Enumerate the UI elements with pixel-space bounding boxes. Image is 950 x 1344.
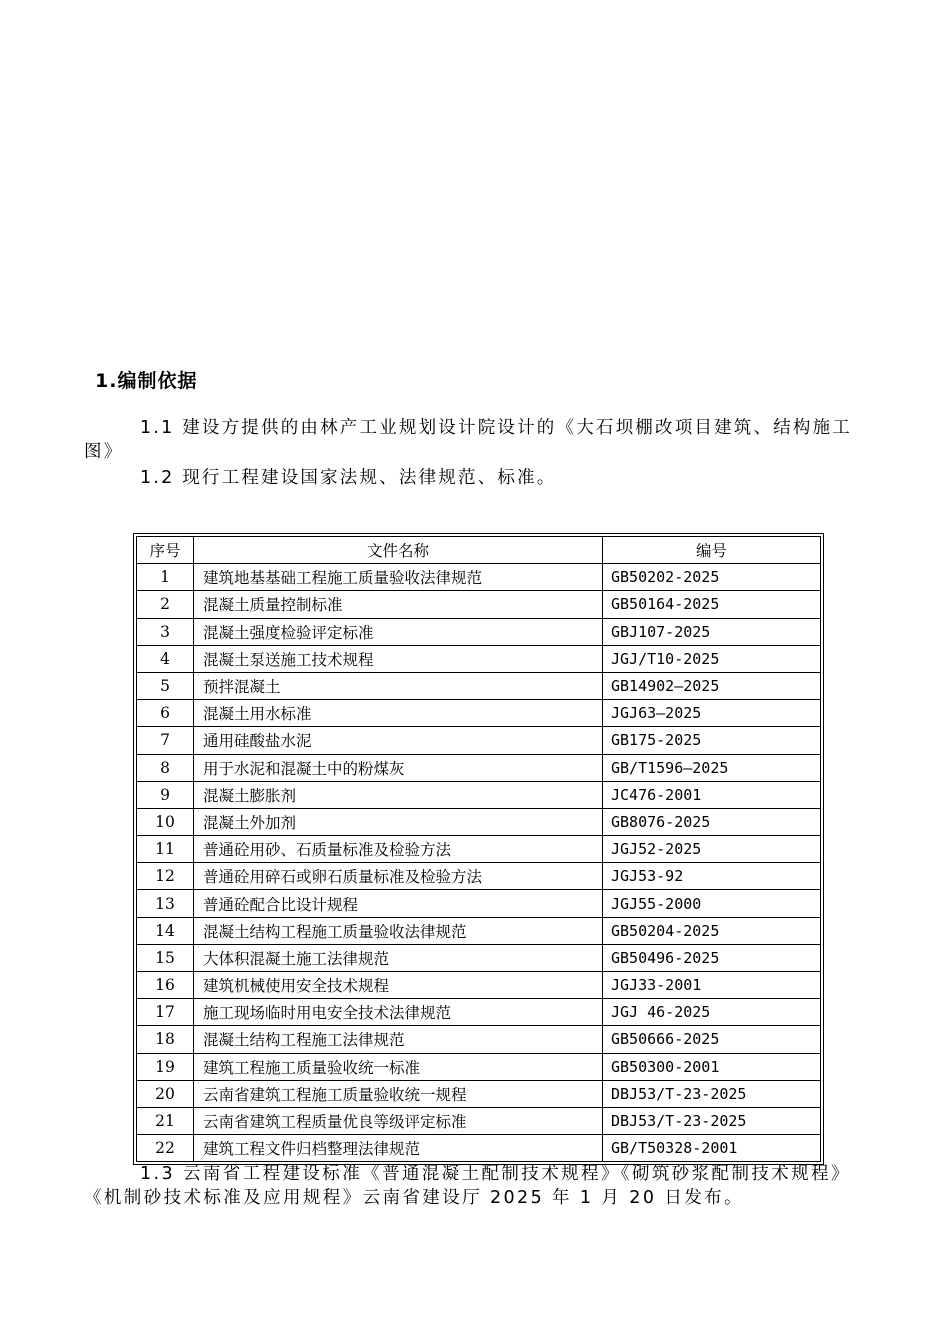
row-index: 15 <box>137 944 194 971</box>
row-code: GB50496-2025 <box>603 944 821 971</box>
table-row <box>137 672 821 699</box>
row-code: JGJ/T10-2025 <box>603 645 821 672</box>
table-row <box>137 700 821 727</box>
table-row <box>137 1107 821 1134</box>
table-row <box>137 836 821 863</box>
row-document-name: 建筑机械使用安全技术规程 <box>194 972 603 999</box>
row-index: 21 <box>137 1107 194 1134</box>
paragraph-1-3 <box>84 1162 874 1210</box>
row-code: JGJ52-2025 <box>603 836 821 863</box>
row-index: 16 <box>137 972 194 999</box>
table-row <box>137 754 821 781</box>
row-document-name: 混凝土结构工程施工法律规范 <box>194 1026 603 1053</box>
row-document-name: 建筑工程施工质量验收统一标准 <box>194 1053 603 1080</box>
row-code: JC476-2001 <box>603 781 821 808</box>
table-row <box>137 808 821 835</box>
row-document-name: 云南省建筑工程施工质量验收统一规程 <box>194 1080 603 1107</box>
row-code: GB/T50328-2001 <box>603 1135 821 1162</box>
table-row <box>137 972 821 999</box>
row-index: 6 <box>137 700 194 727</box>
standards-table-frame <box>133 533 824 1165</box>
standards-table <box>136 536 821 1162</box>
row-code: GB50666-2025 <box>603 1026 821 1053</box>
row-document-name: 建筑工程文件归档整理法律规范 <box>194 1135 603 1162</box>
row-document-name: 混凝土膨胀剂 <box>194 781 603 808</box>
row-code: JGJ55-2000 <box>603 890 821 917</box>
paragraph-1-1-text: 1.1 建设方提供的由林产工业规划设计院设计的《大石坝棚改项目建筑、结构施工图》 <box>84 418 852 462</box>
row-document-name: 施工现场临时用电安全技术法律规范 <box>194 999 603 1026</box>
row-index: 5 <box>137 672 194 699</box>
paragraph-1-3-text: 1.3 云南省工程建设标准《普通混凝土配制技术规程》《砌筑砂浆配制技术规程》《机制砂技术标准及应用规程》云南省建设厅 2025 年 1 月 20 日发布。 <box>84 1164 851 1208</box>
table-row <box>137 1026 821 1053</box>
row-code: DBJ53/T-23-2025 <box>603 1107 821 1134</box>
row-document-name: 混凝土用水标准 <box>194 700 603 727</box>
row-document-name: 大体积混凝土施工法律规范 <box>194 944 603 971</box>
row-index: 2 <box>137 591 194 618</box>
table-row <box>137 781 821 808</box>
row-document-name: 预拌混凝土 <box>194 672 603 699</box>
table-header-row <box>137 537 821 564</box>
table-row <box>137 1080 821 1107</box>
row-index: 20 <box>137 1080 194 1107</box>
section-heading: 1.编制依据 <box>95 370 198 392</box>
row-index: 11 <box>137 836 194 863</box>
row-document-name: 建筑地基基础工程施工质量验收法律规范 <box>194 564 603 591</box>
row-document-name: 混凝土泵送施工技术规程 <box>194 645 603 672</box>
row-code: GB14902—2025 <box>603 672 821 699</box>
row-document-name: 云南省建筑工程质量优良等级评定标准 <box>194 1107 603 1134</box>
row-document-name: 用于水泥和混凝土中的粉煤灰 <box>194 754 603 781</box>
row-code: GB8076-2025 <box>603 808 821 835</box>
table-row <box>137 863 821 890</box>
row-code: GB50164-2025 <box>603 591 821 618</box>
row-index: 10 <box>137 808 194 835</box>
row-index: 7 <box>137 727 194 754</box>
row-code: JGJ33-2001 <box>603 972 821 999</box>
row-index: 12 <box>137 863 194 890</box>
table-row <box>137 890 821 917</box>
row-index: 3 <box>137 618 194 645</box>
table-row <box>137 645 821 672</box>
table-row <box>137 591 821 618</box>
row-code: JGJ 46-2025 <box>603 999 821 1026</box>
row-index: 4 <box>137 645 194 672</box>
row-code: JGJ63—2025 <box>603 700 821 727</box>
row-code: GB175-2025 <box>603 727 821 754</box>
row-document-name: 普通砼用砂、石质量标准及检验方法 <box>194 836 603 863</box>
row-code: GB/T1596—2025 <box>603 754 821 781</box>
row-code: GB50204-2025 <box>603 917 821 944</box>
paragraph-1-2-text: 1.2 现行工程建设国家法规、法律规范、标准。 <box>140 468 557 488</box>
table-row <box>137 1053 821 1080</box>
row-index: 8 <box>137 754 194 781</box>
table-row <box>137 564 821 591</box>
header-code: 编号 <box>603 537 821 564</box>
row-document-name: 混凝土强度检验评定标准 <box>194 618 603 645</box>
row-document-name: 普通砼用碎石或卵石质量标准及检验方法 <box>194 863 603 890</box>
row-code: GBJ107-2025 <box>603 618 821 645</box>
table-row <box>137 727 821 754</box>
row-index: 9 <box>137 781 194 808</box>
row-index: 22 <box>137 1135 194 1162</box>
row-document-name: 通用硅酸盐水泥 <box>194 727 603 754</box>
row-document-name: 混凝土结构工程施工质量验收法律规范 <box>194 917 603 944</box>
row-index: 1 <box>137 564 194 591</box>
header-document-name: 文件名称 <box>194 537 603 564</box>
row-index: 13 <box>137 890 194 917</box>
row-code: JGJ53-92 <box>603 863 821 890</box>
table-row <box>137 1135 821 1162</box>
table-row <box>137 618 821 645</box>
row-index: 18 <box>137 1026 194 1053</box>
row-index: 14 <box>137 917 194 944</box>
table-row <box>137 999 821 1026</box>
paragraph-1-1 <box>84 416 874 464</box>
row-index: 17 <box>137 999 194 1026</box>
table-row <box>137 917 821 944</box>
row-code: GB50202-2025 <box>603 564 821 591</box>
row-document-name: 混凝土质量控制标准 <box>194 591 603 618</box>
table-row <box>137 944 821 971</box>
paragraph-1-2 <box>84 466 874 490</box>
row-code: DBJ53/T-23-2025 <box>603 1080 821 1107</box>
row-document-name: 混凝土外加剂 <box>194 808 603 835</box>
header-index: 序号 <box>137 537 194 564</box>
row-code: GB50300-2001 <box>603 1053 821 1080</box>
row-index: 19 <box>137 1053 194 1080</box>
row-document-name: 普通砼配合比设计规程 <box>194 890 603 917</box>
